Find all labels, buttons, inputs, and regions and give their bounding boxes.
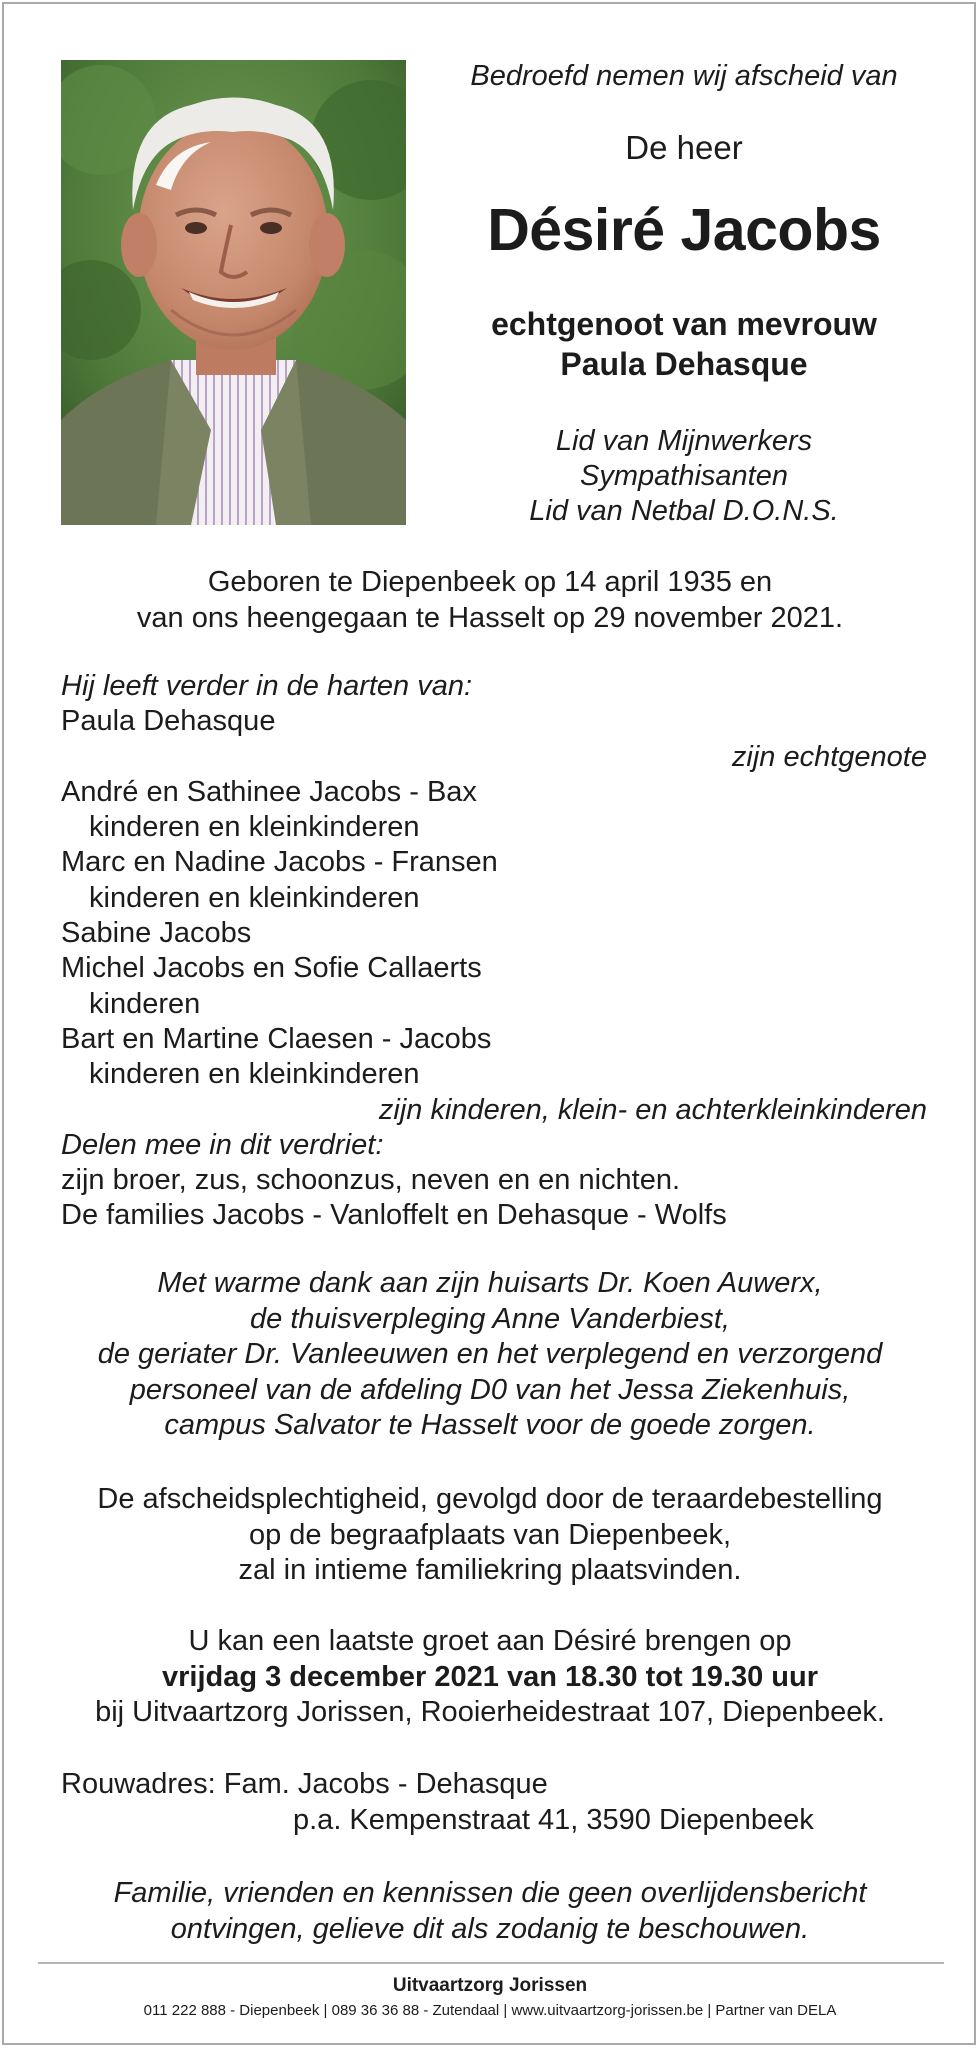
share-line: zijn broer, zus, schoonzus, neven en en nichten.: [61, 1164, 681, 1197]
birth-death-info: [44, 564, 936, 636]
footer-contact: 011 222 888 - Diepenbeek | 089 36 36 88 - Zutendaal | www.uitvaartzorg-jorissen.be | Partner van DELA: [143, 2002, 837, 2019]
spouse-block: [424, 304, 944, 384]
intro-line: Bedroefd nemen wij afscheid van: [470, 60, 898, 92]
ceremony-line: op de begraafplaats van Diepenbeek,: [248, 1518, 732, 1551]
spouse-name: Paula Dehasque: [61, 705, 276, 738]
visit-datetime: vrijdag 3 december 2021 van 18.30 tot 19.30 uur: [161, 1660, 819, 1693]
deceased-name: Désiré Jacobs: [487, 197, 881, 263]
family-member: Marc en Nadine Jacobs - Fransen: [61, 846, 498, 879]
spouse-role: zijn echtgenote: [731, 740, 927, 773]
family-list: [61, 669, 927, 1234]
family-member: Sabine Jacobs: [61, 917, 252, 950]
address-line-1: Rouwadres: Fam. Jacobs - Dehasque: [61, 1768, 548, 1800]
ceremony-block: [44, 1482, 936, 1589]
children-role: zijn kinderen, klein- en achterkleinkinderen: [378, 1093, 927, 1126]
thanks-line: de geriater Dr. Vanleeuwen en het verplegend en verzorgend: [97, 1338, 883, 1370]
footer-title: Uitvaartzorg Jorissen: [392, 1975, 588, 1996]
family-member-sub: kinderen en kleinkinderen: [89, 881, 420, 914]
thanks-block: [44, 1266, 936, 1444]
notice-line: ontvingen, gelieve dit als zodanig te beschouwen.: [170, 1912, 810, 1945]
ceremony-line: De afscheidsplechtigheid, gevolgd door de teraardebestelling: [97, 1483, 883, 1515]
share-intro: Delen mee in dit verdriet:: [61, 1128, 384, 1161]
family-member: André en Sathinee Jacobs - Bax: [61, 775, 477, 808]
visit-line: U kan een laatste groet aan Désiré brengen op: [188, 1625, 792, 1657]
ceremony-line: zal in intieme familiekring plaatsvinden.: [238, 1554, 742, 1586]
portrait-photo: [61, 60, 406, 525]
family-member-sub: kinderen en kleinkinderen: [89, 811, 420, 844]
honorific: De heer: [625, 129, 743, 166]
notice-line: Familie, vrienden en kennissen die geen overlijdensbericht: [113, 1877, 867, 1909]
family-member-sub: kinderen en kleinkinderen: [89, 1058, 420, 1091]
membership-item: Lid van Mijnwerkers: [555, 425, 813, 457]
obituary-card: [2, 2, 976, 2045]
visitation-block: [44, 1624, 936, 1731]
thanks-line: campus Salvator te Hasselt voor de goede zorgen.: [164, 1409, 816, 1441]
family-member-sub: kinderen: [89, 987, 201, 1020]
address-line-2: p.a. Kempenstraat 41, 3590 Diepenbeek: [293, 1804, 814, 1836]
family-member: Bart en Martine Claesen - Jacobs: [61, 1022, 492, 1055]
spouse-line-1: echtgenoot van mevrouw: [491, 306, 877, 342]
thanks-line: personeel van de afdeling D0 van het Jessa Ziekenhuis,: [129, 1373, 851, 1406]
thanks-line: de thuisverpleging Anne Vanderbiest,: [250, 1302, 730, 1335]
footer-divider: [38, 1962, 944, 1964]
family-intro: Hij leeft verder in de harten van:: [61, 670, 473, 702]
notice-block: [44, 1876, 936, 1947]
death-line: van ons heengegaan te Hasselt op 29 november 2021.: [136, 602, 844, 634]
thanks-line: Met warme dank aan zijn huisarts Dr. Koen Auwerx,: [157, 1267, 823, 1299]
spouse-line-2: Paula Dehasque: [560, 346, 808, 382]
birth-line: Geboren te Diepenbeek op 14 april 1935 en: [207, 566, 773, 598]
memberships: [424, 424, 944, 529]
mourning-address: [61, 1766, 927, 1838]
visit-location: bij Uitvaartzorg Jorissen, Rooierheidestraat 107, Diepenbeek.: [95, 1696, 885, 1728]
membership-item: Sympathisanten: [580, 460, 788, 492]
family-member: Michel Jacobs en Sofie Callaerts: [61, 952, 482, 985]
share-line: De families Jacobs - Vanloffelt en Dehasque - Wolfs: [61, 1199, 727, 1232]
membership-item: Lid van Netbal D.O.N.S.: [529, 495, 839, 527]
